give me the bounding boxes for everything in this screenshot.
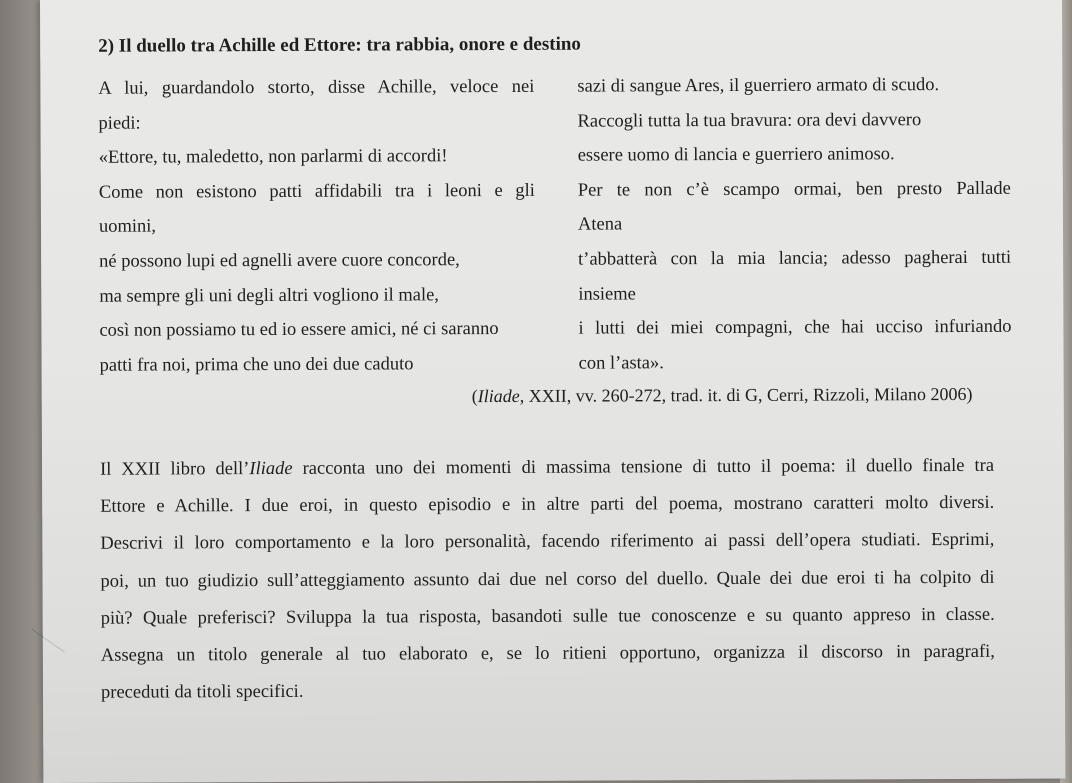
essay-prompt (100, 448, 995, 712)
excerpt-right-column (577, 68, 1011, 381)
excerpt-line: così non possiamo tu ed io essere amici, né ci saranno (99, 319, 499, 341)
excerpt-line: «Ettore, tu, maledetto, non parlarmi di accordi! (98, 146, 448, 168)
source-citation (472, 384, 973, 407)
prompt-line: Ettore e Achille. I due eroi, in questo episodio e in altre parti del poema, mostrano caratteri molto diversi. (100, 493, 995, 517)
prompt-line: Assegna un titolo generale al tuo elaborato e, se lo ritieni opportuno, organizza il discorso in paragrafi, (100, 641, 995, 666)
excerpt-line: ma sempre gli uni degli altri vogliono il male, (99, 284, 439, 307)
excerpt-line: con l’asta». (578, 353, 664, 374)
prompt-line: più? Quale preferisci? Sviluppa la tua risposta, basandoti sulle tue conoscenze e su quanto appreso in classe. (100, 604, 995, 629)
prompt-line: preceduti da titoli specifici. (100, 681, 304, 703)
citation-work-title: Iliade (477, 385, 520, 407)
excerpt-line: i lutti dei miei compagni, che hai ucciso infuriando (578, 316, 1012, 339)
excerpt-line: essere uomo di lancia e guerriero animoso. (577, 144, 895, 166)
excerpt-line: Per te non c’è scampo ormai, ben presto Pallade (577, 178, 1011, 201)
excerpt-line: t’abbatterà con la mia lancia; adesso pagherai tutti (578, 247, 1012, 270)
excerpt-line: A lui, guardandolo storto, disse Achille, veloce nei (98, 76, 535, 99)
excerpt-line: insieme (578, 283, 636, 305)
prompt-work-title: Iliade (249, 458, 293, 480)
exercise-heading: 2) Il duello tra Achille ed Ettore: tra rabbia, onore e destino (98, 33, 581, 57)
excerpt-line: Come non esistono patti affidabili tra i leoni e gli (98, 180, 535, 203)
prompt-line: Descrivi il loro comportamento e la loro personalità, facendo riferimento ai passi dell’opera studiati. Esprimi, (100, 530, 995, 555)
excerpt-line: patti fra noi, prima che uno dei due caduto (99, 354, 414, 376)
excerpt-line: uomini, (98, 216, 157, 238)
prompt-line (100, 448, 994, 489)
excerpt-line: né possono lupi ed agnelli avere cuore concorde, (99, 250, 460, 272)
prompt-text: racconta uno dei momenti di massima tensione di tutto il poema: il duello finale tra (292, 455, 995, 479)
excerpt-line: Raccogli tutta la tua bravura: ora devi davvero (577, 109, 922, 132)
excerpt-line: piedi: (98, 113, 141, 134)
prompt-text: Il XXII libro dell’ (100, 459, 250, 480)
excerpt-line: sazi di sangue Ares, il guerriero armato di scudo. (577, 75, 940, 97)
excerpt-line: Atena (577, 214, 623, 236)
citation-open: ( (471, 386, 478, 407)
prompt-line: poi, un tuo giudizio sull’atteggiamento assunto dai due nel corso del duello. Quale dei due eroi ti ha colpito di (100, 567, 995, 592)
exam-sheet (40, 0, 1065, 783)
excerpt-left-column (98, 70, 535, 383)
citation-details: , XXII, vv. 260-272, trad. it. di G, Cerri, Rizzoli, Milano 2006) (519, 383, 973, 406)
